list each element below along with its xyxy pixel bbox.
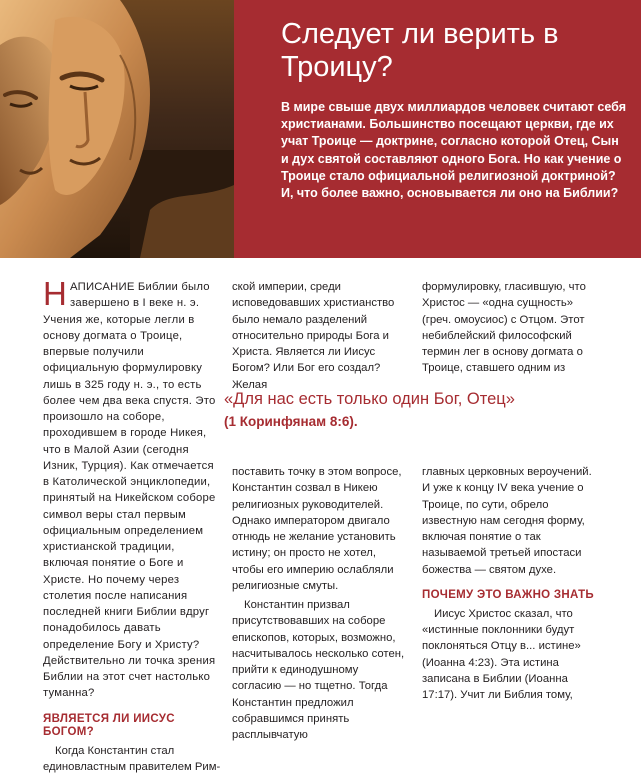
statue-illustration <box>0 0 234 258</box>
subheading-why-it-matters: ПОЧЕМУ ЭТО ВАЖНО ЗНАТЬ <box>422 589 600 602</box>
article-column-3-top <box>422 279 600 377</box>
lead-text: АПИСАНИЕ Библии было завершено в I веке н. э. Учения же, которые легли в основу догмата о Троице, впервые получили официальную формулировку лишь в 325 году н. э., то есть более чем два века спустя. Это произошло на соборе, проходившем в городе Никея, что в Малой Азии (сегодня Изник, Турция). Как отмечается в Католической энциклопедии, принятый на Никейском соборе символ веры стал первым официальным определением христианской традиции, включая понятие о Боге и Христе. Но почему через столетия после написания последней книги Библии вдруг понадобилось давать определение Богу и Христу? Действительно ли точка зрения Библии на этот счет настолько туманна? <box>43 281 216 699</box>
column-3-top-text: формулировку, гласившую, что Христос — «одна сущность» (греч. омоусиос) с Отцом. Этот небиблейский философский термин лег в основу догмата о Троице, ставшего одним из <box>422 279 600 377</box>
column-3-bottom-text-2: Иисус Христос сказал, что «истинные поклонники будут поклоняться Отцу в... истине» (Иоанна 4:23). Эта истина записана в Библии (Иоанна 17:17). Учит ли Библия тому, <box>422 606 600 704</box>
drop-cap: Н <box>43 280 67 308</box>
pull-quote <box>224 388 624 433</box>
article-column-1 <box>43 279 221 775</box>
article-title: Следует ли верить в Троицу? <box>281 18 621 84</box>
statue-photo <box>0 0 234 258</box>
article-column-2-top <box>232 279 410 393</box>
column-3-bottom-text-1: главных церковных вероучений. И уже к концу IV века учение о Троице, по сути, обрело известную нам сегодня форму, включая понятие о так называемой третьей ипостаси божества — святом духе. <box>422 464 600 578</box>
article-column-3-bottom <box>422 464 600 703</box>
article-column-2-bottom <box>232 464 410 743</box>
column-1-end-text: Когда Константин стал единовластным правителем Рим- <box>43 743 221 775</box>
column-2-bottom-text-2: Константин призвал присутствовавших на соборе епископов, которых, возможно, насчитывалось несколько сотен, прийти к единодушному согласию — но тщетно. Тогда Константин предложил собравшимся принять расплывчатую <box>232 597 410 743</box>
lead-paragraph <box>43 279 221 702</box>
column-2-bottom-text-1: поставить точку в этом вопросе, Константин созвал в Никею религиозных руководителей. Однако императором двигало отнюдь не желание установить истину; он просто не хотел, чтобы его империю ослабляли религиозные смуты. <box>232 464 410 594</box>
column-2-top-text: ской империи, среди исповедовавших христианство было немало разделений относительно природы Бога и Христа. Является ли Иисус Богом? Или Бог его создал? Желая <box>232 279 410 393</box>
article-intro: В мире свыше двух миллиардов человек считают себя христианами. Большинство посещают церкви, где их учат Троице — доктрине, согласно которой Отец, Сын и дух святой составляют одного Бога. Но как учение о Троице стало официальной религиозной доктриной? И, что более важно, основывается ли оно на Библии? <box>281 99 627 202</box>
pull-quote-text: «Для нас есть только один Бог, Отец» <box>224 390 515 408</box>
subheading-is-jesus-god: ЯВЛЯЕТСЯ ЛИ ИИСУС БОГОМ? <box>43 713 221 739</box>
pull-quote-reference: (1 Коринфянам 8:6). <box>224 414 358 429</box>
